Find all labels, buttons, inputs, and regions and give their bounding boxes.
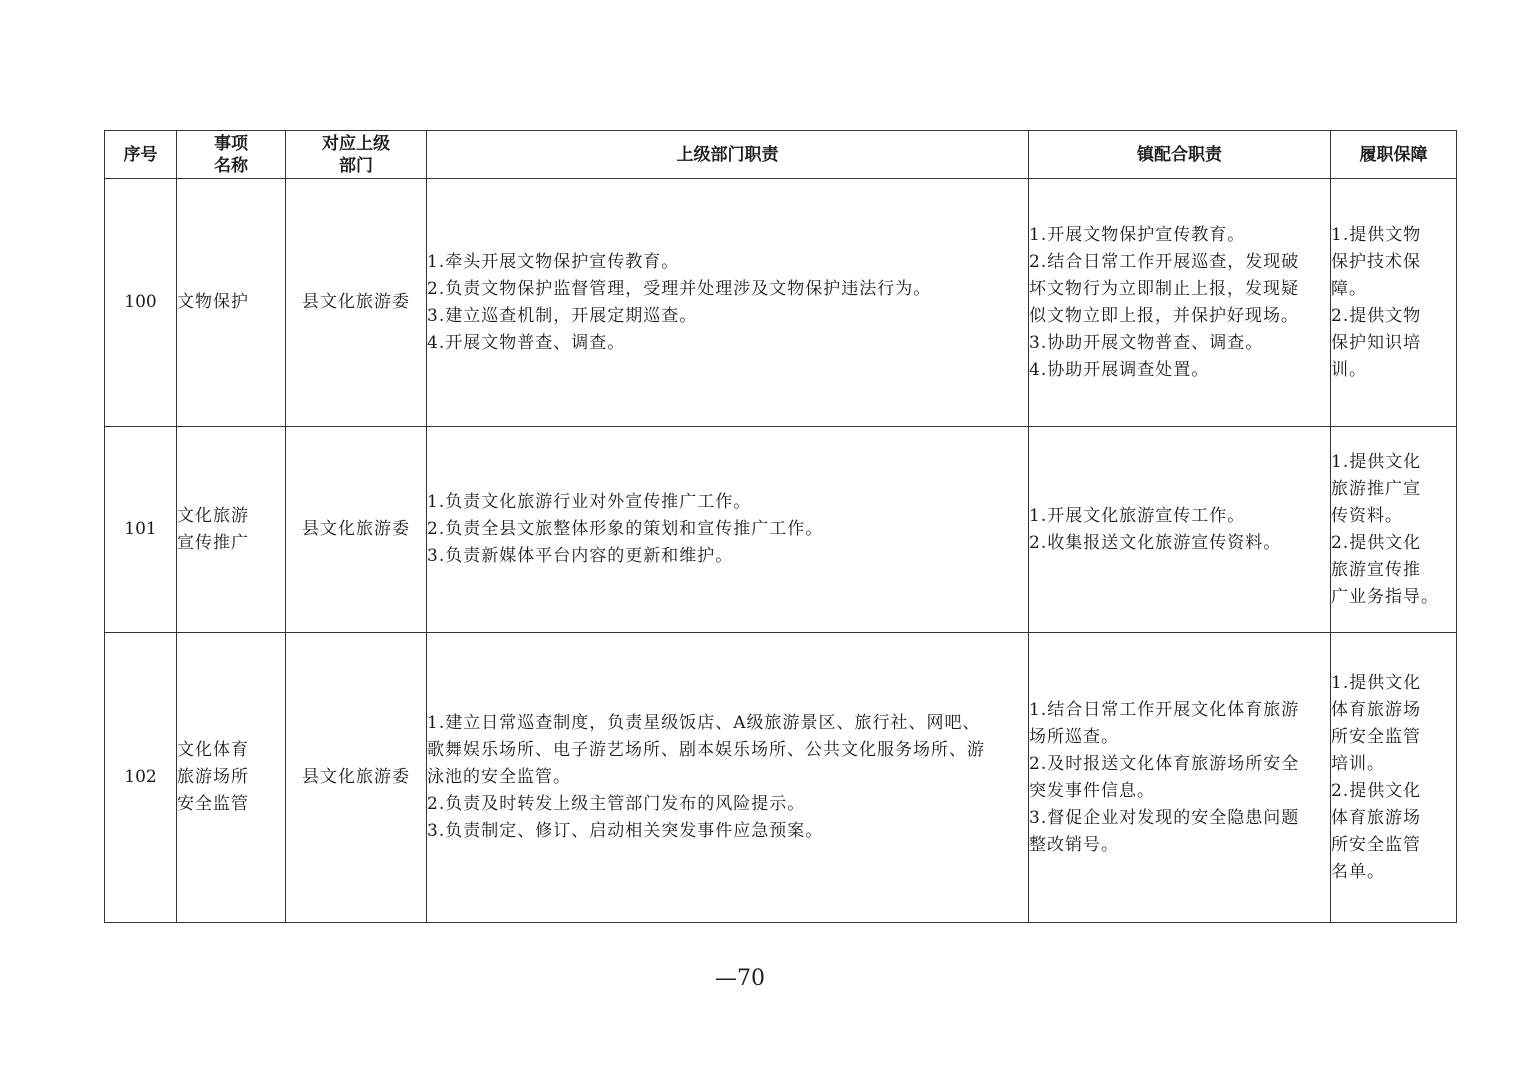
upper-duty-line: 3.负责新媒体平台内容的更新和维护。 (427, 546, 734, 566)
upper-duty-line: 歌舞娱乐场所、电子游艺场所、剧本娱乐场所、公共文化服务场所、游 (427, 740, 985, 760)
guarantee-line: 2.提供文化 (1331, 780, 1422, 801)
upper-duty-line: 泳池的安全监管。 (427, 767, 571, 787)
header-seq-label: 序号 (123, 144, 158, 165)
row-town-duties (1029, 427, 1331, 633)
guarantee-line: 2.提供文化 (1331, 532, 1422, 553)
guarantee-line: 1.提供文化 (1331, 672, 1422, 693)
duty-table (104, 130, 1457, 923)
row-dept-value: 县文化旅游委 (302, 767, 410, 787)
row-upper-duties (427, 427, 1029, 633)
header-row (105, 131, 1457, 179)
town-duty-line: 1.结合日常工作开展文化体育旅游 (1029, 699, 1300, 720)
upper-duty-line: 4.开展文物普查、调查。 (427, 332, 626, 353)
header-upper (427, 131, 1029, 179)
table-row (105, 633, 1457, 923)
town-duty-line: 突发事件信息。 (1029, 780, 1155, 801)
guarantee-line: 1.提供文化 (1331, 451, 1422, 472)
town-duty-line: 3.协助开展文物普查、调查。 (1029, 332, 1264, 353)
row-item-name (177, 427, 286, 633)
header-guarantee (1331, 131, 1457, 179)
row-guarantee (1331, 633, 1457, 923)
header-dept-line: 对应上级 (322, 133, 390, 154)
guarantee-line: 保护知识培 (1331, 332, 1421, 353)
town-duty-line: 3.督促企业对发现的安全隐患问题 (1029, 807, 1300, 828)
upper-duty-line: 1.牵头开展文物保护宣传教育。 (427, 251, 680, 272)
town-duty-line: 2.及时报送文化体育旅游场所安全 (1029, 753, 1300, 774)
guarantee-line: 障。 (1331, 278, 1367, 299)
row-seq (105, 179, 177, 427)
table-row (105, 179, 1457, 427)
row-dept (286, 427, 427, 633)
town-duty-line: 2.结合日常工作开展巡查，发现破 (1029, 251, 1300, 272)
guarantee-line: 体育旅游场 (1331, 699, 1421, 720)
row-upper-duties (427, 633, 1029, 923)
header-dept-line: 部门 (339, 155, 373, 176)
upper-duty-line: 3.负责制定、修订、启动相关突发事件应急预案。 (427, 821, 824, 841)
row-seq-value: 101 (124, 519, 157, 539)
header-guarantee-label: 履职保障 (1359, 144, 1428, 165)
town-duty-line: 1.开展文化旅游宣传工作。 (1029, 505, 1246, 526)
row-seq (105, 427, 177, 633)
guarantee-line: 体育旅游场 (1331, 807, 1421, 828)
row-dept-value: 县文化旅游委 (302, 519, 410, 539)
row-seq-value: 102 (124, 767, 157, 787)
row-guarantee (1331, 179, 1457, 427)
guarantee-line: 旅游宣传推 (1331, 559, 1421, 580)
row-item-name (177, 179, 286, 427)
guarantee-line: 传资料。 (1331, 505, 1403, 526)
header-item (177, 131, 286, 179)
upper-duty-line: 2.负责全县文旅整体形象的策划和宣传推广工作。 (427, 519, 824, 539)
row-upper-duties (427, 179, 1029, 427)
row-seq-value: 100 (124, 292, 157, 312)
upper-duty-line: 1.建立日常巡查制度，负责星级饭店、A级旅游景区、旅行社、网吧、 (427, 713, 981, 733)
row-item-name-line: 文化体育 (177, 740, 249, 760)
header-item-line: 名称 (214, 155, 248, 176)
upper-duty-line: 2.负责及时转发上级主管部门发布的风险提示。 (427, 794, 806, 814)
upper-duty-line: 3.建立巡查机制，开展定期巡查。 (427, 305, 698, 326)
guarantee-line: 2.提供文物 (1331, 305, 1422, 326)
header-town (1029, 131, 1331, 179)
row-dept (286, 179, 427, 427)
guarantee-line: 培训。 (1331, 753, 1385, 774)
guarantee-line: 所安全监管 (1331, 726, 1421, 747)
upper-duty-line: 2.负责文物保护监督管理，受理并处理涉及文物保护违法行为。 (427, 278, 932, 299)
town-duty-line: 场所巡查。 (1029, 726, 1119, 747)
header-item-line: 事项 (214, 133, 248, 154)
town-duty-line: 似文物立即上报，并保护好现场。 (1029, 305, 1299, 326)
guarantee-line: 保护技术保 (1331, 251, 1421, 272)
row-item-name-line: 宣传推广 (177, 532, 249, 553)
town-duty-line: 1.开展文物保护宣传教育。 (1029, 224, 1246, 245)
header-seq (105, 131, 177, 179)
row-dept-value: 县文化旅游委 (302, 292, 410, 312)
guarantee-line: 旅游推广宣 (1331, 478, 1421, 499)
town-duty-line: 整改销号。 (1029, 834, 1119, 855)
row-item-name (177, 633, 286, 923)
row-town-duties (1029, 633, 1331, 923)
guarantee-line: 训。 (1331, 359, 1367, 380)
row-guarantee (1331, 427, 1457, 633)
town-duty-line: 坏文物行为立即制止上报，发现疑 (1029, 278, 1299, 299)
upper-duty-line: 1.负责文化旅游行业对外宣传推广工作。 (427, 492, 752, 512)
row-seq (105, 633, 177, 923)
row-item-name-line: 文化旅游 (177, 505, 249, 526)
header-dept (286, 131, 427, 179)
header-town-label: 镇配合职责 (1137, 144, 1222, 165)
guarantee-line: 1.提供文物 (1331, 224, 1422, 245)
guarantee-line: 名单。 (1331, 861, 1385, 882)
page-number: —70 (715, 966, 765, 991)
row-item-name-line: 安全监管 (177, 794, 249, 814)
town-duty-line: 4.协助开展调查处置。 (1029, 359, 1210, 380)
guarantee-line: 广业务指导。 (1331, 586, 1439, 607)
table-row (105, 427, 1457, 633)
guarantee-line: 所安全监管 (1331, 834, 1421, 855)
row-dept (286, 633, 427, 923)
row-town-duties (1029, 179, 1331, 427)
row-item-name-line: 旅游场所 (177, 767, 249, 787)
town-duty-line: 2.收集报送文化旅游宣传资料。 (1029, 532, 1282, 553)
header-upper-label: 上级部门职责 (676, 144, 779, 165)
row-item-name-line: 文物保护 (177, 292, 249, 312)
